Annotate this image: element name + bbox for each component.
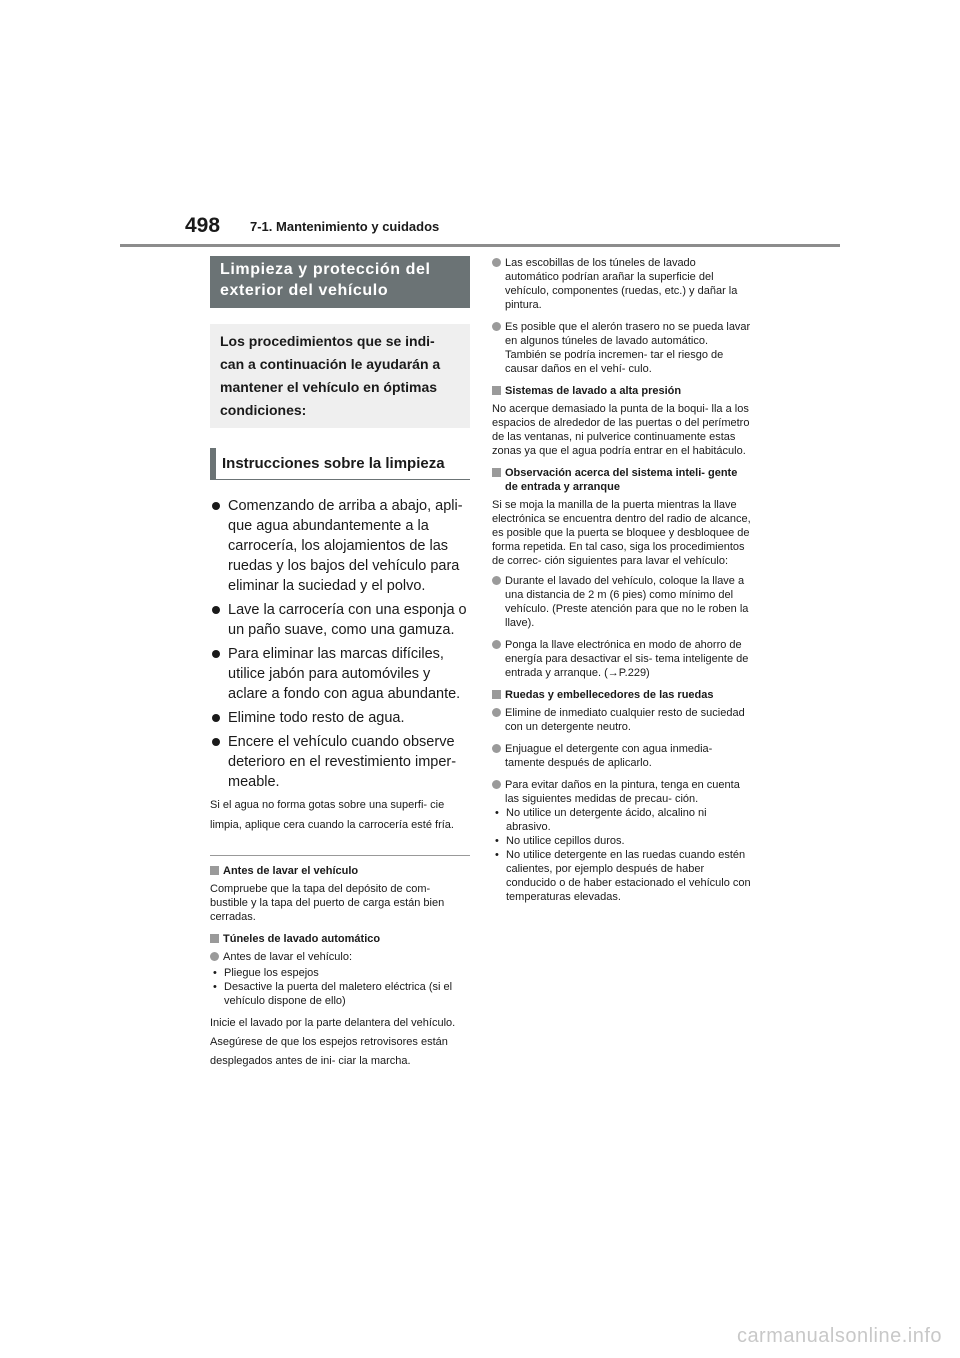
bullet-icon [212,650,220,658]
intro-box: Los procedimientos que se indi- can a continuación le ayudarán a mantener el vehículo en óptimas condiciones: [210,324,470,428]
square-bullet-icon [210,866,219,875]
header-divider [120,244,840,247]
list-item: • Pliegue los espejos [210,966,470,980]
circle-bullet-icon [492,744,501,753]
page-number: 498 [185,214,221,237]
list-item: Ponga la llave electrónica en modo de ahorro de energía para desactivar el sis- tema inteligente de entrada y arranque. (→P.229) [492,638,752,680]
list-item: • No utilice cepillos duros. [492,834,752,848]
list-item: Para eliminar las marcas difíciles, utilice jabón para automóviles y aclare a fondo con agua abundante. [210,644,470,704]
square-bullet-icon [210,934,219,943]
list-item: Durante el lavado del vehículo, coloque la llave a una distancia de 2 m (6 pies) como mínimo del vehículo. (Preste atención para que no le roben la llave). [492,574,752,630]
circle-bullet-icon [492,640,501,649]
list-item: Elimine de inmediato cualquier resto de suciedad con un detergente neutro. [492,706,752,734]
pressure-heading: Sistemas de lavado a alta presión [492,384,752,398]
wax-note: Si el agua no forma gotas sobre una superfi- cie limpia, aplique cera cuando la carrocería esté fría. [210,799,454,831]
before-wash-heading: Antes de lavar el vehículo [210,864,470,878]
section-label: 7-1. Mantenimiento y cuidados [250,219,440,234]
square-bullet-icon [492,690,501,699]
list-item: Para evitar daños en la pintura, tenga en cuenta las siguientes medidas de precau- ción. [492,778,752,806]
list-item: Antes de lavar el vehículo: [210,950,470,964]
list-item: Es posible que el alerón trasero no se pueda lavar en algunos túneles de lavado automático. También se podría incremen- tar el riesgo de causar daños en el vehí- culo. [492,320,752,376]
list-item: Las escobillas de los túneles de lavado automático podrían arañar la superficie del vehículo, componentes (ruedas, etc.) y dañar la pintura. [492,256,752,312]
circle-bullet-icon [492,258,501,267]
circle-bullet-icon [492,576,501,585]
bullet-icon [212,714,220,722]
tunnels-text: Inicie el lavado por la parte delantera del vehículo. Asegúrese de que los espejos retrovisores están desplegados antes de ini- ciar la marcha. [210,1017,456,1067]
left-column [210,256,470,1071]
bullet-icon [212,502,220,510]
circle-bullet-icon [210,952,219,961]
bullet-icon [212,738,220,746]
tunnels-sub-list [210,966,470,1008]
tunnels-heading: Túneles de lavado automático [210,932,470,946]
square-bullet-icon [492,468,501,477]
list-item: Lave la carrocería con una esponja o un paño suave, como una gamuza. [210,600,470,640]
list-item: Enjuague el detergente con agua inmedia- tamente después de aplicarlo. [492,742,752,770]
circle-bullet-icon [492,780,501,789]
section-title: Limpieza y protección del exterior del vehículo [210,256,470,308]
circle-bullet-icon [492,708,501,717]
bullet-icon [212,606,220,614]
watermark: carmanualsonline.info [736,1325,942,1347]
smart-entry-text: Si se moja la manilla de la puerta mientras la llave electrónica se encuentra dentro del radio de alcance, es posible que la puerta se bloquee y desbloquee de forma repetida. En tal caso, siga los procedimientos de correc- ción siguientes para lavar el vehículo: [492,499,751,567]
notes-divider [210,855,470,856]
smart-entry-heading: Observación acerca del sistema inteli- gente de entrada y arranque [492,466,752,494]
list-item: Encere el vehículo cuando observe deterioro en el revestimiento imper- meable. [210,732,470,792]
wheels-sub-list [492,806,752,904]
subheading: Instrucciones sobre la limpieza [210,448,470,480]
list-item: Comenzando de arriba a abajo, apli- que agua abundantemente a la carrocería, los alojamientos de las ruedas y los bajos del vehículo para eliminar la suciedad y el polvo. [210,496,470,596]
list-item: • No utilice detergente en las ruedas cuando estén calientes, por ejemplo después de haber conducido o de haber estacionado el vehículo con temperaturas elevadas. [492,848,752,904]
pressure-text: No acerque demasiado la punta de la boqui- lla a los espacios de alrededor de las puertas o del perímetro de las ventanas, ni pulverice continuamente estas zonas ya que el agua podría entrar en el habitáculo. [492,403,750,457]
wheels-heading: Ruedas y embellecedores de las ruedas [492,688,752,702]
list-item: • Desactive la puerta del maletero eléctrica (si el vehículo dispone de ello) [210,980,470,1008]
before-wash-text: Compruebe que la tapa del depósito de com- bustible y la tapa del puerto de carga están bien cerradas. [210,883,445,923]
list-item: • No utilice un detergente ácido, alcalino ni abrasivo. [492,806,752,834]
list-item: Elimine todo resto de agua. [210,708,470,728]
circle-bullet-icon [492,322,501,331]
right-column [492,256,752,904]
cleaning-instructions-list [210,496,470,792]
square-bullet-icon [492,386,501,395]
